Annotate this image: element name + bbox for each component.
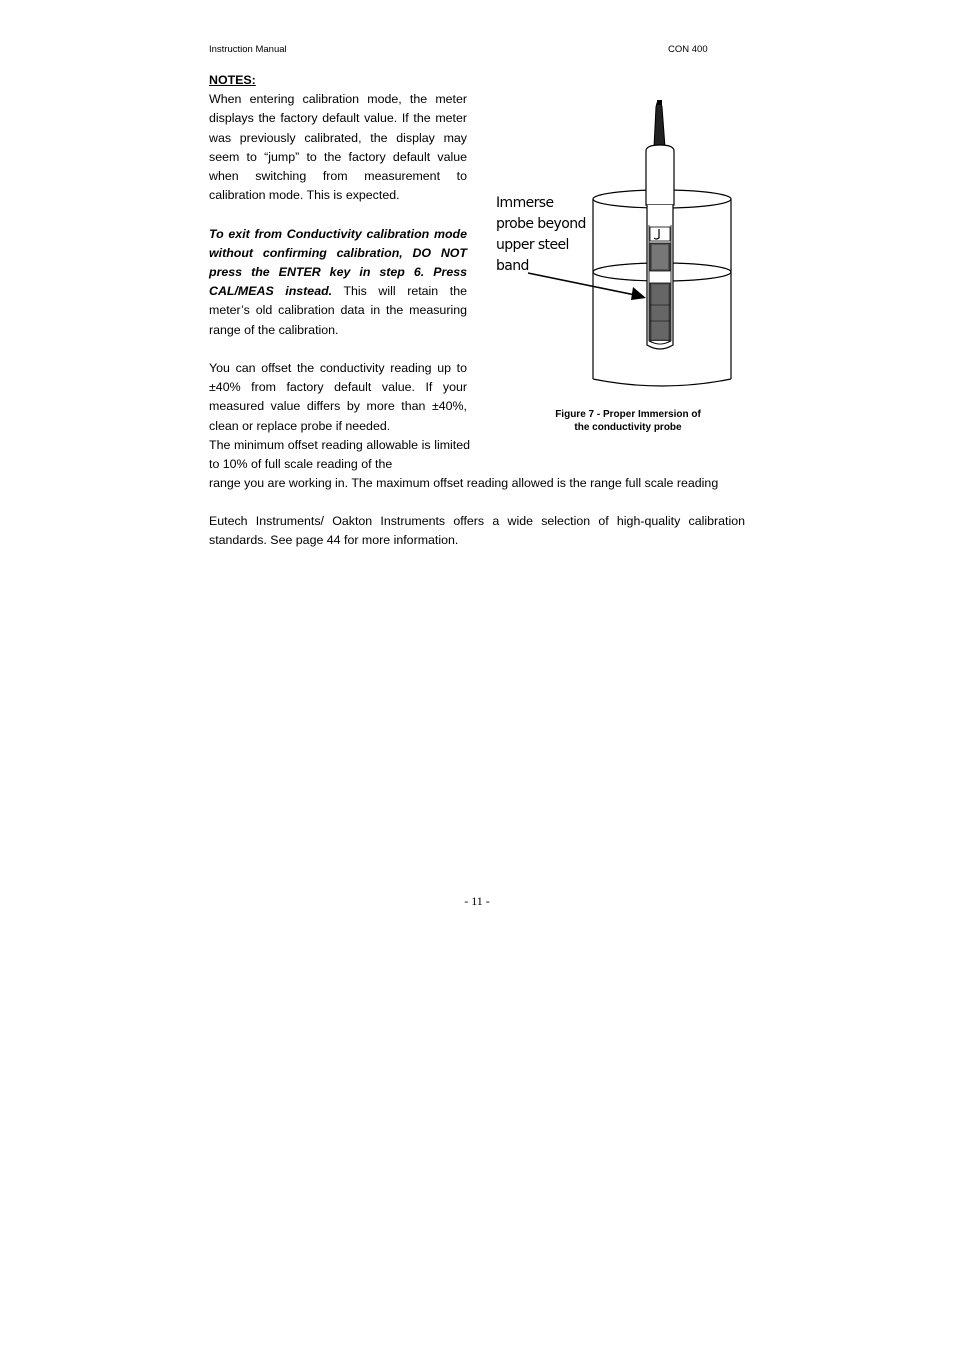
notes-column <box>209 71 470 474</box>
header-manual-title: Instruction Manual <box>209 44 287 55</box>
figure-label-line-1: Immerse <box>496 195 554 211</box>
figure-caption-line-2: the conductivity probe <box>574 422 682 433</box>
notes-paragraph-calibration-mode: When entering calibration mode, the meter displays the factory default value. If the meter was previously calibrated, the display may seem to “jump” to the factory default value when switching from measurement to calibration mode. This is expected. <box>209 92 467 203</box>
figure-label-line-2: probe beyond <box>496 216 586 232</box>
notes-paragraph-minimum-offset: The minimum offset reading allowable is limited to 10% of full scale reading of the <box>209 437 470 472</box>
page-number: - 11 - <box>464 894 490 908</box>
notes-paragraph-exit-calibration <box>209 225 467 340</box>
figure-label-line-3: upper steel <box>496 237 569 253</box>
header-model-name: CON 400 <box>668 44 708 55</box>
beaker-bottom <box>593 379 731 386</box>
probe-immersion-illustration <box>490 95 740 395</box>
figure-label-line-4: band <box>496 258 529 274</box>
exit-warning-text: To exit from Conductivity calibration mode without confirming calibration, DO NOT press the ENTER key in step 6. Press CAL/MEAS instead. <box>209 226 467 299</box>
probe-cable <box>654 103 665 147</box>
eutech-paragraph: Eutech Instruments/ Oakton Instruments offers a wide selection of high-quality calibration standards. See page 44 for more information. <box>209 514 745 548</box>
pointer-arrow <box>528 273 640 296</box>
notes-paragraph-offset: You can offset the conductivity reading up to ±40% from factory default value. If your measured value differs by more than ±40%, clean or replace probe if needed. <box>209 361 467 433</box>
notes-heading: NOTES: <box>209 73 256 87</box>
figure-caption <box>530 408 726 434</box>
figure-caption-line-1: Figure 7 - Proper Immersion of <box>555 409 701 420</box>
exit-retain-text: This will retain the meter’s old calibration data in the measuring range of the calibration. <box>209 284 467 337</box>
offset-continuation <box>209 474 745 493</box>
probe-handle <box>646 145 674 205</box>
notes-paragraph-maximum-offset: range you are working in. The maximum offset reading allowed is the range full scale reading <box>209 476 719 490</box>
eutech-section <box>209 512 745 550</box>
